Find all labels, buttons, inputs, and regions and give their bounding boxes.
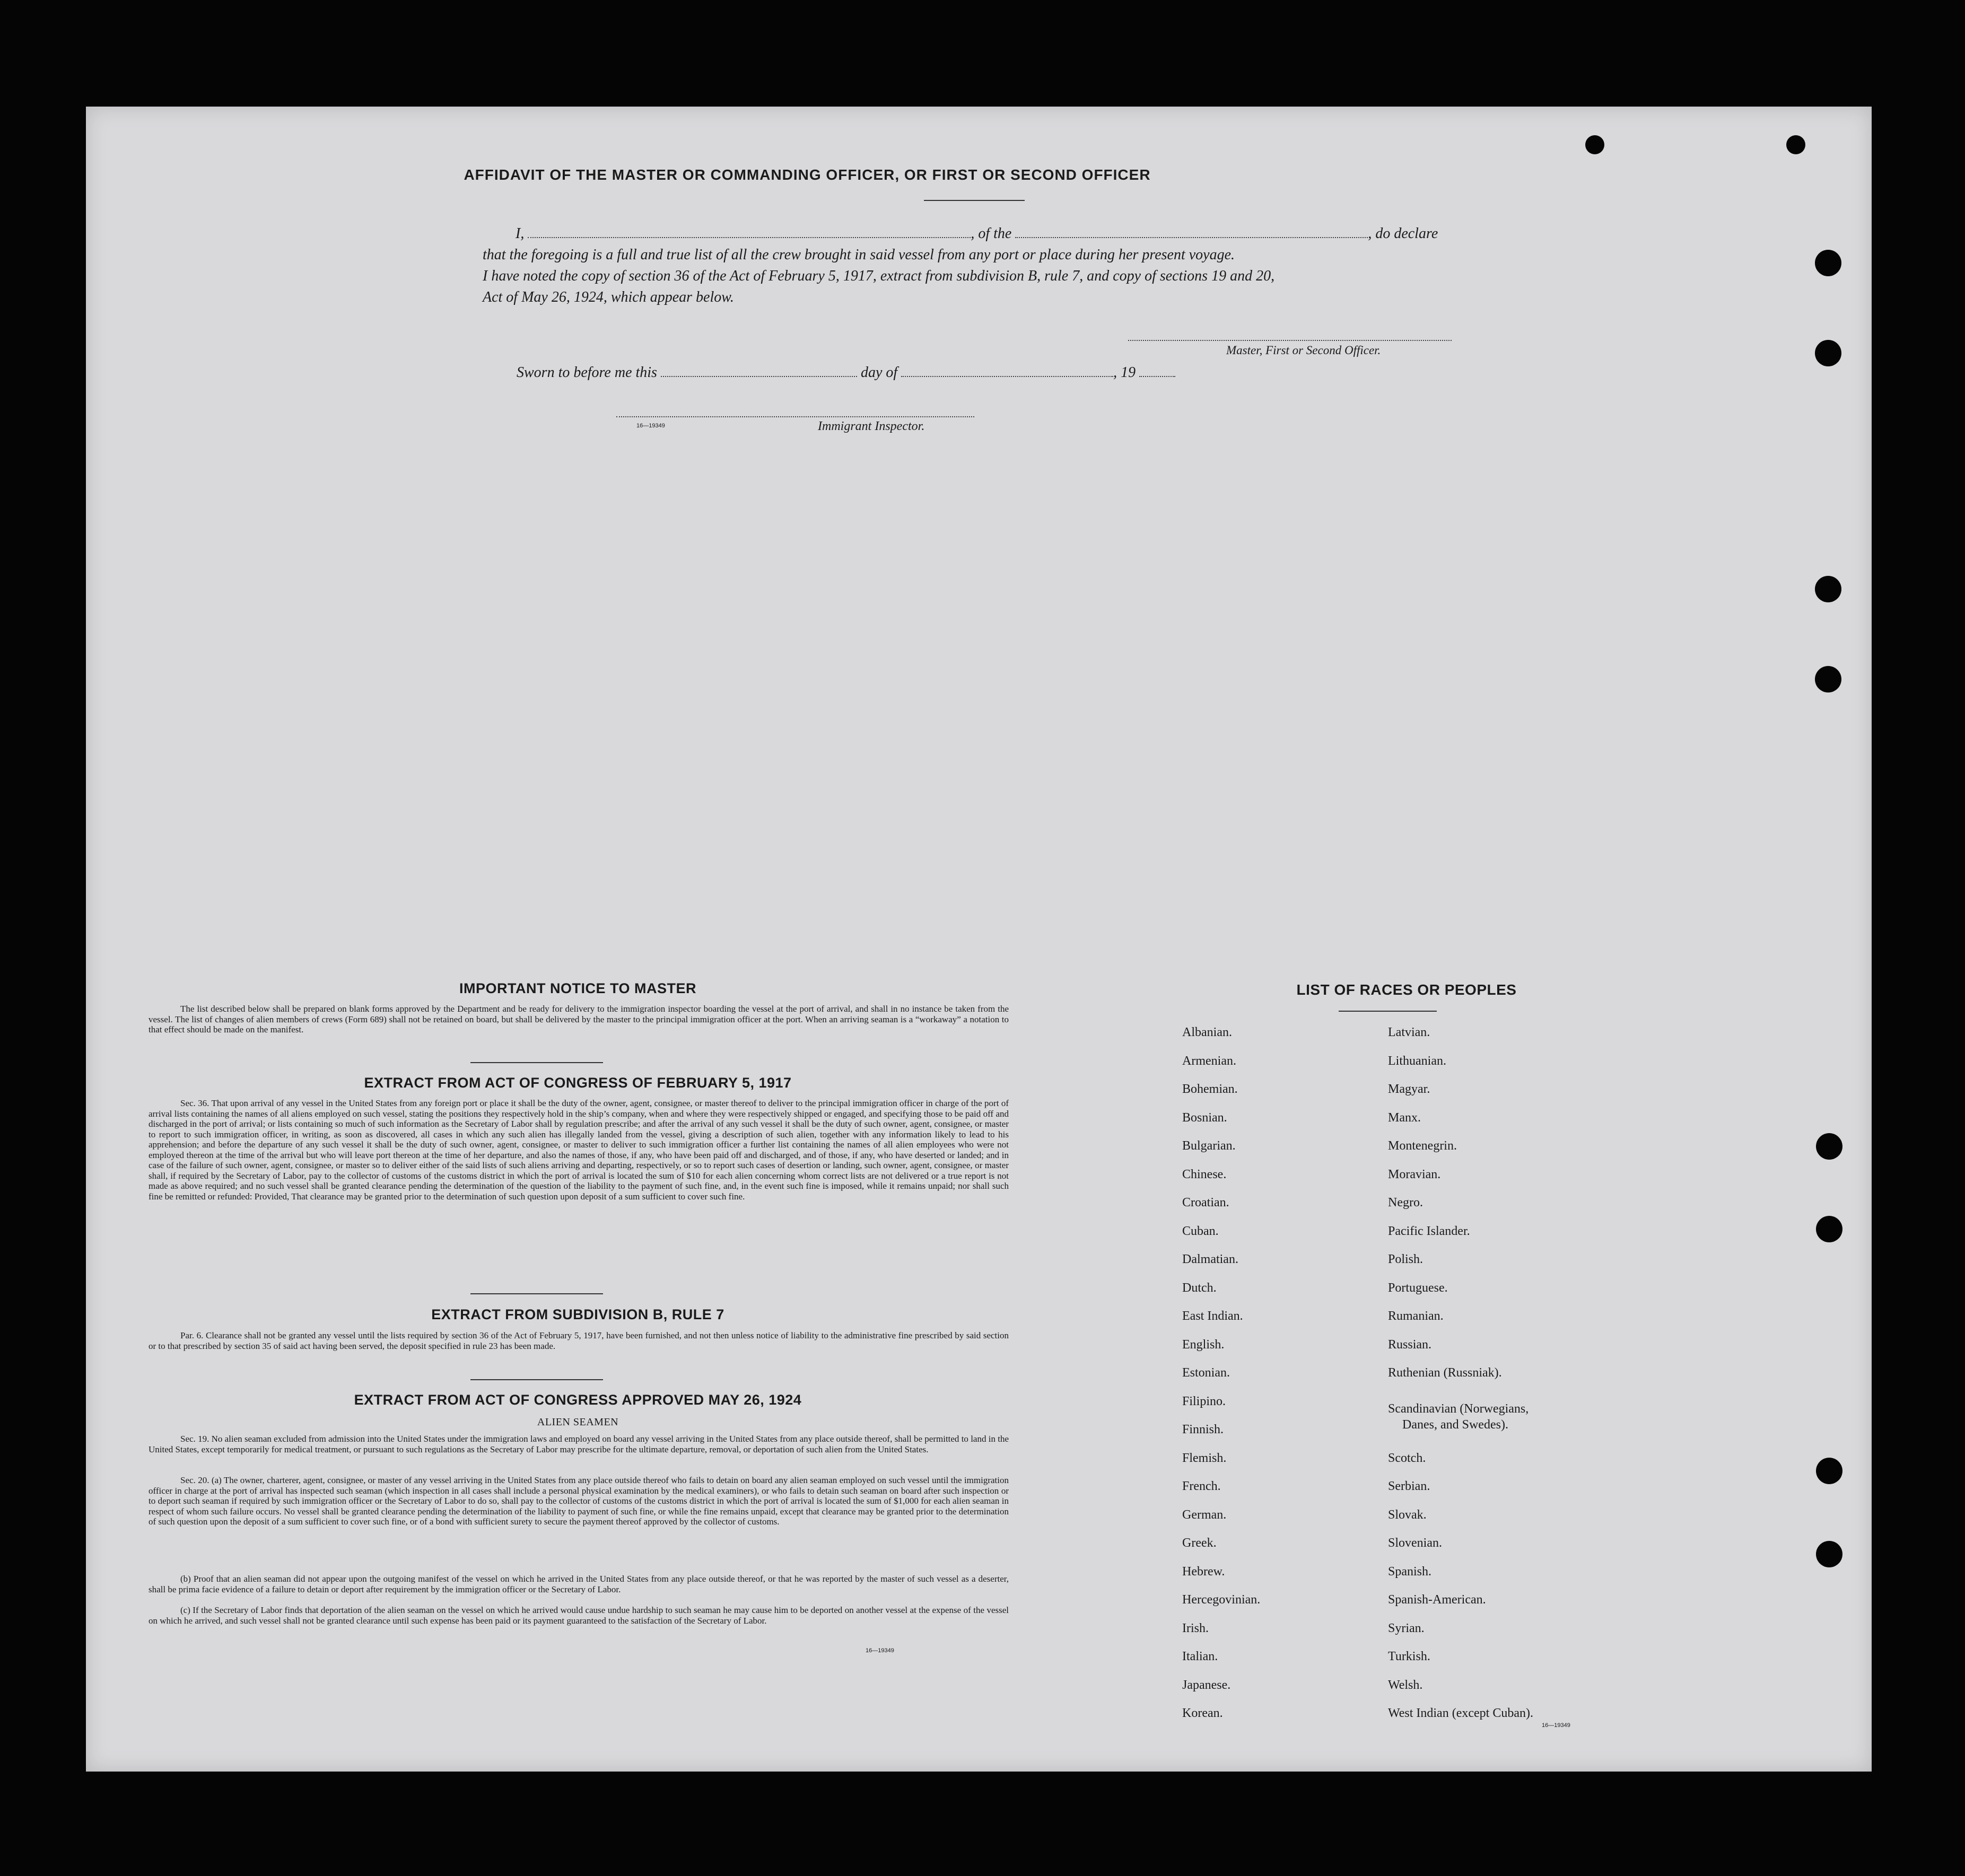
race-item: Negro. bbox=[1388, 1196, 1423, 1209]
affidavit-title: AFFIDAVIT OF THE MASTER OR COMMANDING OFFICER, OR FIRST OR SECOND OFFICER bbox=[464, 166, 1151, 183]
sec-20c-body: (c) If the Secretary of Labor finds that deportation of the alien seaman on the vessel on which he arrived would cause undue hardship to such seaman he may cause him to be deported on another vessel at the expense of the vessel on which he arrived, and such vessel shall not be granted clearance until such expense has been paid or its payment guaranteed to the satisfaction of the Secretary of Labor. bbox=[149, 1605, 1009, 1626]
inspector-signature-line[interactable] bbox=[616, 416, 974, 417]
section-rule bbox=[470, 1379, 603, 1380]
sworn-month-field[interactable] bbox=[901, 376, 1113, 377]
form-number: 16—19349 bbox=[636, 423, 665, 429]
sworn-day-field[interactable] bbox=[661, 376, 857, 377]
extract-1917-heading: EXTRACT FROM ACT OF CONGRESS OF FEBRUARY 5, 1917 bbox=[364, 1075, 792, 1091]
race-item: Latvian. bbox=[1388, 1025, 1430, 1039]
race-item: Polish. bbox=[1388, 1252, 1423, 1266]
affidavit-line-4: Act of May 26, 1924, which appear below. bbox=[483, 289, 734, 305]
race-item: Greek. bbox=[1182, 1536, 1217, 1550]
race-item: Finnish. bbox=[1182, 1423, 1224, 1436]
races-heading: LIST OF RACES OR PEOPLES bbox=[1296, 981, 1517, 998]
race-item: Pacific Islander. bbox=[1388, 1224, 1470, 1238]
affidavit-line-3: I have noted the copy of section 36 of the Act of February 5, 1917, extract from subdivision B, rule 7, and copy of sections 19 and 20, bbox=[483, 268, 1275, 284]
race-item: Lithuanian. bbox=[1388, 1054, 1446, 1068]
race-item: Armenian. bbox=[1182, 1054, 1236, 1068]
name-field[interactable] bbox=[528, 237, 971, 238]
punch-hole bbox=[1815, 340, 1841, 366]
race-item: West Indian (except Cuban). bbox=[1388, 1706, 1533, 1720]
race-item: Russian. bbox=[1388, 1338, 1432, 1352]
race-item: Japanese. bbox=[1182, 1678, 1231, 1692]
i-label: I, bbox=[516, 225, 525, 242]
punch-hole bbox=[1815, 250, 1841, 276]
affidavit-line-1 bbox=[516, 225, 1438, 242]
race-item: Bulgarian. bbox=[1182, 1139, 1236, 1153]
race-item: Rumanian. bbox=[1388, 1309, 1444, 1323]
race-item: Scandinavian (Norwegians, bbox=[1388, 1402, 1529, 1416]
race-item: East Indian. bbox=[1182, 1309, 1243, 1323]
master-signature-label: Master, First or Second Officer. bbox=[1226, 344, 1381, 357]
race-item: Portuguese. bbox=[1388, 1281, 1448, 1295]
form-number: 16—19349 bbox=[866, 1647, 894, 1654]
race-item: Montenegrin. bbox=[1388, 1139, 1457, 1153]
race-item: Italian. bbox=[1182, 1650, 1218, 1663]
sec-20a-body: Sec. 20. (a) The owner, charterer, agent, consignee, or master of any vessel arriving in the United States from any place outside thereof who fails to detain on board any alien seaman employed on such vessel until the immigration officer in charge at the port of arrival has inspected such seaman (which inspection in all cases shall include a personal physical examination by the medical examiners), or who fails to detain such seaman on board after such inspection or to deport such seaman if required by such immigration officer or the Secretary of Labor to do so, shall pay to the collector of customs of the customs district in which the port of arrival is located the sum of $1,000 for each alien seaman in respect of whom such failure occurs. No vessel shall be granted clearance pending the determination of the liability to payment of such fine, or while the fine remains unpaid, except that clearance may be granted prior to the determination of such question upon the deposit of a sum sufficient to cover such fine, or of a bond with sufficient surety to secure the payment thereof approved by the collector of customs. bbox=[149, 1475, 1009, 1527]
race-item: English. bbox=[1182, 1338, 1225, 1352]
race-item: Albanian. bbox=[1182, 1025, 1232, 1039]
section-rule bbox=[470, 1062, 603, 1063]
affidavit-line-2: that the foregoing is a full and true list of all the crew brought in said vessel from any port or place during her present voyage. bbox=[483, 247, 1235, 263]
punch-hole bbox=[1786, 135, 1805, 154]
race-item: French. bbox=[1182, 1479, 1221, 1493]
race-item: Estonian. bbox=[1182, 1366, 1230, 1380]
alien-seamen-subheading: ALIEN SEAMEN bbox=[537, 1416, 619, 1428]
race-item: Korean. bbox=[1182, 1706, 1223, 1720]
extract-1917-body: Sec. 36. That upon arrival of any vessel in the United States from any foreign port or place it shall be the duty of the owner, agent, consignee, or master thereof to deliver to the principal immigration officer in charge of the port of arrival lists containing the names of all aliens employed on such vessel, stating the positions they respectively hold in the ship’s company, when and where they were respectively shipped or engaged, and specifying those to be paid off and discharged in the port of arrival; or lists containing so much of such information as the Secretary of Labor shall by regulation prescribe; and after the arrival of any such vessel it shall be the duty of such owner, agent, consignee, or master to report to such immigration officer, in writing, as soon as discovered, all cases in which any such alien has illegally landed from the vessel, giving a description of such alien, together with any information likely to lead to his apprehension; and before the departure of any such vessel it shall be the duty of such owner, agent, consignee, or master to deliver to such immigration officer a further list containing the names of all alien employees who were not employed thereon at the time of the arrival but who will leave port thereon at the time of her departure, and also the names of those, if any, who have been paid off and discharged, and of those, if any, who have deserted or landed; and in case of the failure of such owner, agent, consignee, or master so to deliver either of the said lists of such aliens arriving and departing, respectively, or so to report such cases of desertion or landing, such owner, agent, consignee, or master shall, if required by the Secretary of Labor, pay to the collector of customs of the customs district in which the port of arrival is located the sum of $10 for each alien concerning whom correct lists are not delivered or a true report is not made as above required; and no such vessel shall be granted clearance pending the determination of the question of the liability to the payment of such fine, and, in the event such fine is imposed, while it remains unpaid; nor shall such fine be remitted or refunded: Provided, That clearance may be granted prior to the determination of such question upon deposit of a sum sufficient to cover such fine. bbox=[149, 1098, 1009, 1202]
extract-1924-heading: EXTRACT FROM ACT OF CONGRESS APPROVED MAY 26, 1924 bbox=[354, 1392, 802, 1408]
punch-hole bbox=[1816, 1216, 1842, 1242]
race-item: Slovenian. bbox=[1388, 1536, 1442, 1550]
punch-hole bbox=[1815, 666, 1841, 692]
vessel-field[interactable] bbox=[1015, 237, 1368, 238]
of-the-label: , of the bbox=[971, 225, 1012, 242]
race-item: Cuban. bbox=[1182, 1224, 1219, 1238]
document-page bbox=[86, 107, 1872, 1772]
notice-body: The list described below shall be prepared on blank forms approved by the Department and be ready for delivery to the immigration inspector boarding the vessel at the port of arrival, and shall in no instance be taken from the vessel. The list of changes of alien members of crews (Form 689) shall not be retained on board, but shall be delivered by the master to the principal immigration officer at the port. When an arriving seaman is a “workaway” a notation to that effect should be made on the manifest. bbox=[149, 1004, 1009, 1035]
race-item: Slovak. bbox=[1388, 1508, 1427, 1522]
race-item: Turkish. bbox=[1388, 1650, 1430, 1663]
race-item: Ruthenian (Russniak). bbox=[1388, 1366, 1502, 1380]
punch-hole bbox=[1816, 1458, 1842, 1484]
do-declare-label: , do declare bbox=[1368, 225, 1438, 242]
notice-heading: IMPORTANT NOTICE TO MASTER bbox=[459, 980, 696, 996]
sworn-line bbox=[517, 364, 1175, 381]
race-item: Manx. bbox=[1388, 1111, 1421, 1125]
subdivision-b-heading: EXTRACT FROM SUBDIVISION B, RULE 7 bbox=[431, 1307, 724, 1322]
race-item: Syrian. bbox=[1388, 1621, 1425, 1635]
race-item: Flemish. bbox=[1182, 1451, 1227, 1465]
race-item: Irish. bbox=[1182, 1621, 1209, 1635]
sec-19-body: Sec. 19. No alien seaman excluded from admission into the United States under the immigration laws and employed on board any vessel arriving in the United States from any place outside thereof, shall be permitted to land in the United States, except temporarily for medical treatment, or pursuant to such regulations as the Secretary of Labor may prescribe for the ultimate departure, removal, or deportation of such alien from the United States. bbox=[149, 1434, 1009, 1454]
race-item: German. bbox=[1182, 1508, 1227, 1522]
race-item: Croatian. bbox=[1182, 1196, 1229, 1209]
race-item: Magyar. bbox=[1388, 1082, 1430, 1096]
races-rule bbox=[1339, 1011, 1437, 1012]
race-item: Danes, and Swedes). bbox=[1402, 1418, 1508, 1432]
day-of-label: day of bbox=[860, 364, 898, 381]
sworn-year-field[interactable] bbox=[1139, 376, 1175, 377]
sec-20b-body: (b) Proof that an alien seaman did not appear upon the outgoing manifest of the vessel on which he arrived in the United States from any place outside thereof, or that he was reported by the master of such vessel as a deserter, shall be prima facie evidence of a failure to detain or deport after requirement by the immigration officer or the Secretary of Labor. bbox=[149, 1574, 1009, 1594]
race-item: Chinese. bbox=[1182, 1168, 1227, 1181]
punch-hole bbox=[1816, 1541, 1842, 1567]
race-item: Scotch. bbox=[1388, 1451, 1426, 1465]
race-item: Hercegovinian. bbox=[1182, 1593, 1261, 1607]
race-item: Welsh. bbox=[1388, 1678, 1423, 1692]
year-prefix: , 19 bbox=[1113, 364, 1136, 381]
race-item: Bohemian. bbox=[1182, 1082, 1238, 1096]
race-item: Moravian. bbox=[1388, 1168, 1441, 1181]
inspector-label: Immigrant Inspector. bbox=[818, 419, 925, 433]
section-rule bbox=[470, 1293, 603, 1294]
race-item: Bosnian. bbox=[1182, 1111, 1227, 1125]
race-item: Spanish-American. bbox=[1388, 1593, 1486, 1607]
race-item: Dalmatian. bbox=[1182, 1252, 1238, 1266]
subdivision-b-body: Par. 6. Clearance shall not be granted any vessel until the lists required by section 36 of the Act of February 5, 1917, have been furnished, and not then unless notice of liability to the administrative fine prescribed by said section or to that prescribed by section 35 of said act having been served, the deposit specified in rule 23 has been made. bbox=[149, 1330, 1009, 1351]
title-rule bbox=[924, 200, 1025, 201]
sworn-label: Sworn to before me this bbox=[517, 364, 657, 381]
punch-hole bbox=[1585, 135, 1604, 154]
race-item: Spanish. bbox=[1388, 1565, 1432, 1579]
punch-hole bbox=[1816, 1133, 1842, 1160]
race-item: Serbian. bbox=[1388, 1479, 1430, 1493]
master-signature-line[interactable] bbox=[1128, 340, 1452, 341]
form-number: 16—19349 bbox=[1542, 1722, 1570, 1729]
race-item: Hebrew. bbox=[1182, 1565, 1225, 1579]
punch-hole bbox=[1815, 576, 1841, 602]
race-item: Dutch. bbox=[1182, 1281, 1217, 1295]
race-item: Filipino. bbox=[1182, 1395, 1226, 1408]
